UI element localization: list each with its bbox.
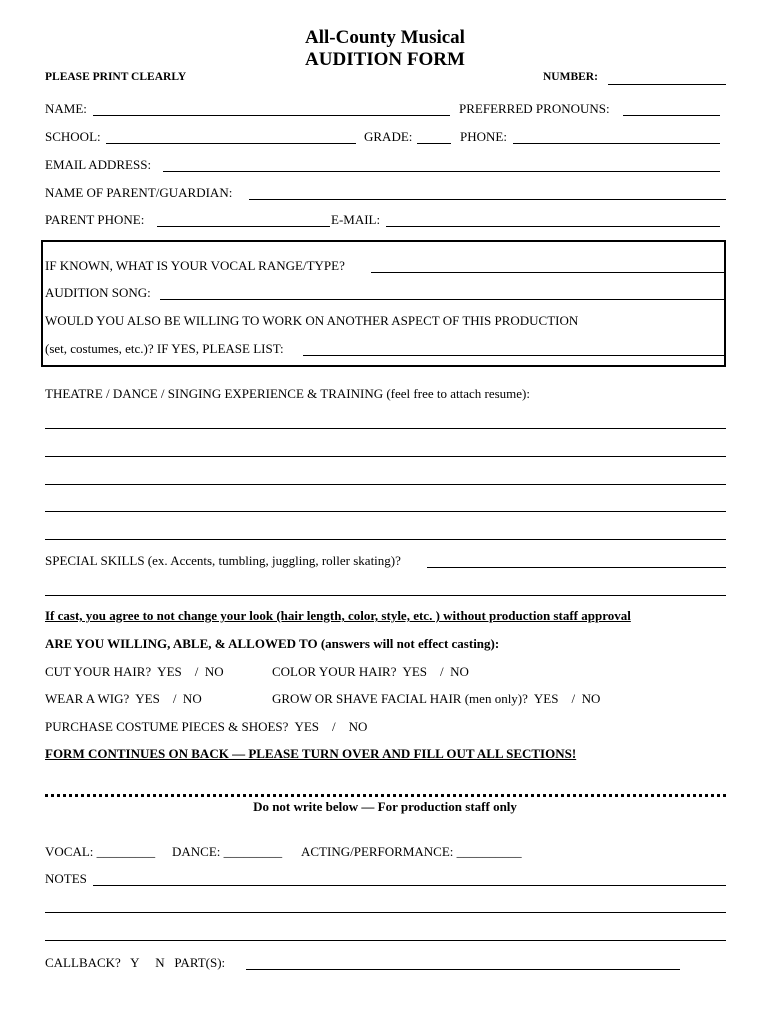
willing-heading-rest: (answers will not effect casting): [317, 636, 500, 651]
experience-line-2[interactable] [45, 456, 726, 457]
vocal-range-field[interactable] [371, 272, 726, 273]
willing-heading [45, 636, 499, 652]
special-skills-field[interactable] [427, 567, 726, 568]
parts-field[interactable] [246, 969, 680, 970]
pronouns-label: PREFERRED PRONOUNS: [459, 101, 610, 116]
experience-line-3[interactable] [45, 484, 726, 485]
grade-field[interactable] [417, 143, 451, 144]
school-field[interactable] [106, 143, 356, 144]
experience-line-4[interactable] [45, 511, 726, 512]
phone-label: PHONE: [460, 129, 507, 144]
name-field[interactable] [93, 115, 450, 116]
parent-email-field[interactable] [386, 226, 720, 227]
callback-label: CALLBACK? Y N PART(S): [45, 955, 226, 970]
form-title-line2: AUDITION FORM [305, 49, 465, 70]
form-title-line1: All-County Musical [305, 27, 465, 48]
other-aspect-label: WOULD YOU ALSO BE WILLING TO WORK ON ANOTHER ASPECT OF THIS PRODUCTION [45, 313, 579, 328]
print-clearly-note: PLEASE PRINT CLEARLY [45, 71, 187, 83]
other-aspect-field[interactable] [303, 355, 726, 356]
grade-label: GRADE: [364, 129, 413, 144]
audition-song-label: AUDITION SONG: [45, 285, 151, 300]
number-field[interactable] [608, 84, 726, 85]
number-label: NUMBER: [543, 71, 598, 83]
email-label: EMAIL ADDRESS: [45, 157, 152, 172]
willing-heading-bold: ARE YOU WILLING, ABLE, & ALLOWED TO [45, 636, 318, 651]
pronouns-field[interactable] [623, 115, 720, 116]
parent-phone-field[interactable] [157, 226, 330, 227]
vocal-score[interactable]: VOCAL: _________ [45, 844, 156, 859]
name-label: NAME: [45, 101, 87, 116]
notes-line-3[interactable] [45, 940, 726, 941]
notes-line-2[interactable] [45, 912, 726, 913]
staff-only-heading: Do not write below — For production staff only [253, 799, 517, 814]
email-field[interactable] [163, 171, 720, 172]
parent-email-label: E-MAIL: [331, 212, 381, 227]
experience-line-5[interactable] [45, 539, 726, 540]
notes-line-1[interactable] [93, 885, 726, 886]
parent-phone-label: PARENT PHONE: [45, 212, 145, 227]
audition-song-field[interactable] [160, 299, 726, 300]
costume-question[interactable]: PURCHASE COSTUME PIECES & SHOES? YES / NO [45, 719, 368, 734]
parent-name-field[interactable] [249, 199, 726, 200]
vocal-range-label: IF KNOWN, WHAT IS YOUR VOCAL RANGE/TYPE? [45, 258, 345, 273]
school-label: SCHOOL: [45, 129, 101, 144]
notes-label: NOTES [45, 871, 87, 886]
color-hair-question[interactable]: COLOR YOUR HAIR? YES / NO [272, 664, 469, 679]
dance-score[interactable]: DANCE: _________ [172, 844, 283, 859]
other-aspect-list-label: (set, costumes, etc.)? IF YES, PLEASE LIST: [45, 341, 284, 356]
dotted-separator [45, 794, 726, 797]
wear-wig-question[interactable]: WEAR A WIG? YES / NO [45, 691, 202, 706]
experience-line-1[interactable] [45, 428, 726, 429]
special-skills-label: SPECIAL SKILLS (ex. Accents, tumbling, juggling, roller skating)? [45, 553, 401, 568]
acting-score[interactable]: ACTING/PERFORMANCE: __________ [301, 844, 522, 859]
experience-label: THEATRE / DANCE / SINGING EXPERIENCE & TRAINING (feel free to attach resume): [45, 386, 530, 401]
cut-hair-question[interactable]: CUT YOUR HAIR? YES / NO [45, 664, 224, 679]
parent-name-label: NAME OF PARENT/GUARDIAN: [45, 185, 233, 200]
continues-on-back-notice: FORM CONTINUES ON BACK — PLEASE TURN OVER AND FILL OUT ALL SECTIONS! [45, 746, 577, 761]
look-change-notice: If cast, you agree to not change your look (hair length, color, style, etc. ) without production staff approval [45, 608, 631, 623]
phone-field[interactable] [513, 143, 720, 144]
facial-hair-question[interactable]: GROW OR SHAVE FACIAL HAIR (men only)? YES / NO [272, 691, 601, 706]
special-skills-line-2[interactable] [45, 595, 726, 596]
